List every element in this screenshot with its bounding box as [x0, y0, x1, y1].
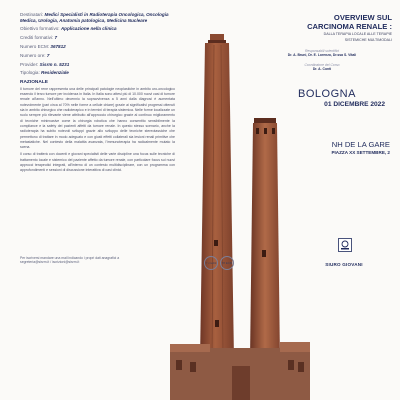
info-label: Crediti formativi:: [20, 35, 54, 41]
info-value: 7: [46, 52, 50, 58]
info-provider: [20, 62, 175, 68]
registration-footer: [20, 256, 160, 265]
rationale-paragraph: Il corso di tratterà con docenti e giovani specialisti delle varie discipline una focus sulle tecniche di trattamento locale e sistemico del paziente affetto da tumore renale, con particolare focus sui nuovi approcci terapeutici integrati, all'interno di un contesto multidisciplinare, con un programma con approfondimenti e sessioni di discussione interattiva di casi clinici.: [20, 152, 175, 173]
info-credits: [20, 35, 175, 41]
info-label: Numero ore:: [20, 52, 46, 58]
venue-name: NH DE LA GARE: [331, 140, 390, 149]
info-value: 7: [54, 35, 58, 41]
info-label: Provider:: [20, 61, 39, 67]
badge-label: 7 crediti: [205, 261, 217, 265]
info-label: Destinatari:: [20, 12, 44, 17]
event-city: BOLOGNA: [298, 88, 356, 100]
info-label: Tipologia:: [20, 70, 40, 76]
right-column: [252, 14, 392, 71]
rationale-paragraph: Il tumore del rene rappresenta una delle principali patologie neoplastiche in ambito uro-oncologico essendo il terzo tumore per incidenza in Italia. In Italia sono attesi più di 10.000 nuovi casi di tumore renale all'anno. Nell'ultimo decennio la sopravvivenza a 5 anni dalla diagnosi è aumentata notevolmente (pari circa al 70% nelle forme a cellule chiare) grazie ai significativi progressi ottenuti sia in ambito chirurgico che radioterapico e in termini di terapia sistemica. Nelle forme localizzate un ruolo sempre più rilevante viene attribuito all'approccio chirurgico grazie al continuo miglioramento di tecniche mininvasive come la chirurgia robotica che hanno consentito sensibilmente la compliance e la safety dei pazienti affetti da tumore renale. In questo stesso scenario, anche la radioterapia ha subito notevoli sviluppi grazie allo sviluppo delle tecniche stereotassiche che permettono di trattare in modo adeguato e con giusti effetti collaterali sia lesioni renali primitive che metastatiche. Nel contesto della malattia avanzata, l'immunoterapia ha radicalmente mutato la scena.: [20, 86, 175, 150]
info-value: Residenziale: [41, 70, 69, 76]
info-value: 367812: [50, 43, 66, 49]
siuro-logo-icon: [338, 238, 352, 252]
scientific-leads-label: Responsabili scientifici: [304, 49, 340, 54]
credits-badge: [204, 256, 218, 270]
info-hours: [20, 53, 175, 59]
badge-label: 78 ECM: [221, 261, 233, 265]
coordinator-value: Dr. A. Conti: [312, 67, 332, 72]
info-value: Sisrm n. 5231: [39, 61, 70, 67]
info-ecm: [20, 44, 175, 50]
rationale-body: [20, 87, 175, 174]
info-value: Applicazione nella clinica: [60, 26, 117, 32]
title-line-1: OVERVIEW SUL: [333, 13, 392, 22]
brand-name: SIURO GIOVANI: [325, 262, 363, 267]
info-type: [20, 70, 175, 76]
footer-line: Per iscriversi mandare una mail indicando i propri dati anagrafici a: [20, 256, 120, 260]
info-objective: [20, 26, 175, 32]
coordinator-label: Coordinatore del Corso: [304, 63, 340, 68]
title-line-2: CARCINOMA RENALE :: [307, 21, 392, 31]
venue-address: PIAZZA XX SETTEMBRE, 2: [331, 150, 390, 155]
info-value: Medici Specialisti in Radioterapia Oncologica, Oncologia Medica, Urologia, Anatomia patologica, Medicina Nucleare: [20, 12, 169, 23]
ecm-badge: [220, 256, 234, 270]
rationale-title: RAZIONALE: [20, 79, 48, 85]
info-label: Numero ECM:: [20, 43, 50, 49]
event-date: 01 DICEMBRE 2022: [324, 101, 385, 108]
left-column: [20, 12, 175, 176]
tall-tower: [200, 34, 234, 360]
base-buildings: [170, 342, 310, 400]
info-target: [20, 12, 175, 23]
subtitle-line-1: DALLA TERAPIA LOCALE ALLE TERAPIE: [323, 32, 392, 37]
subtitle-line-2: SISTEMICHE MULTIMODALI: [344, 37, 392, 42]
footer-email[interactable]: segreteria@sisrm.it / iscrizioni@sisrm.it: [20, 260, 80, 265]
scientific-leads-value: Dr. A. Bruni, Dr. E. Lorenzo, Dr.ssa S. Vitali: [287, 53, 357, 58]
info-label: Obiettivo formativo:: [20, 26, 60, 32]
